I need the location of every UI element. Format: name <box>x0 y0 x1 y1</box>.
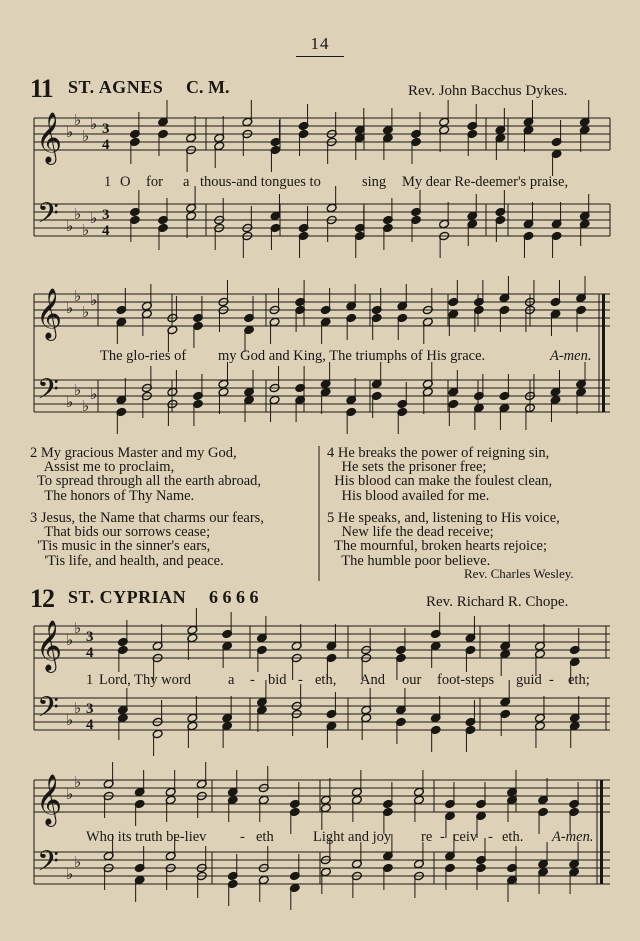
flat-sign: ♭ <box>82 127 90 145</box>
flat-sign: ♭ <box>66 865 74 883</box>
lyric-syllable: - <box>298 672 303 688</box>
lyric-syllable: my God and King, The triumphs of His grace. <box>218 348 486 364</box>
lyric-syllable: And <box>360 672 385 688</box>
lyric-syllable: Who its truth be-liev <box>86 829 207 845</box>
treble-clef: 𝄞 <box>36 112 63 163</box>
bass-clef: 𝄢 <box>37 373 59 413</box>
verse-5: 5 He speaks, and, listening to His voice, New life the dead receive; The mournful, broken hearts rejoice; The humble poor believe. <box>327 510 560 569</box>
composer-credit: Rev. John Bacchus Dykes. <box>408 83 568 99</box>
treble-clef: 𝄞 <box>36 620 63 671</box>
verse-4: 4 He breaks the power of reigning sin, He sets the prisoner free; His blood can make the foulest clean, His blood availed for me. <box>327 445 553 504</box>
lyric-syllable: - <box>488 829 493 845</box>
flat-sign: ♭ <box>66 711 74 729</box>
page-number: 14 <box>310 34 330 53</box>
flat-sign: ♭ <box>82 221 90 239</box>
text-author: Rev. Charles Wesley. <box>464 566 574 581</box>
amen-lyric: A-men. <box>552 829 594 845</box>
flat-sign: ♭ <box>66 631 74 649</box>
lyric-syllable: - <box>240 829 245 845</box>
hymn-number: 12 <box>30 584 54 613</box>
lyric-syllable: ceiv <box>453 829 478 845</box>
lyric-syllable: for <box>146 174 163 190</box>
lyric-verse-number: 1 <box>86 672 94 688</box>
hymn-number: 11 <box>30 74 53 103</box>
lyric-syllable: My dear Re-deemer's praise, <box>402 174 569 190</box>
lyric-syllable: thous-and tongues to <box>200 174 321 190</box>
page-number-rule <box>296 56 344 57</box>
lyric-syllable: a <box>183 174 190 190</box>
flat-sign: ♭ <box>74 699 82 717</box>
flat-sign: ♭ <box>74 287 82 305</box>
treble-clef: 𝄞 <box>36 774 63 825</box>
meter: 6 6 6 6 <box>209 587 259 607</box>
flat-sign: ♭ <box>66 393 74 411</box>
lyric-syllable: eth; <box>568 672 590 688</box>
time-signature: 3 <box>86 701 94 717</box>
flat-sign: ♭ <box>90 115 98 133</box>
lyric-syllable: eth. <box>502 829 524 845</box>
final-bar <box>602 294 605 412</box>
lyric-syllable: eth, <box>315 672 337 688</box>
flat-sign: ♭ <box>90 291 98 309</box>
flat-sign: ♭ <box>74 619 82 637</box>
lyric-syllable: bid <box>268 672 287 688</box>
music-system <box>34 772 614 922</box>
lyric-syllable: The glo-ries of <box>100 348 187 364</box>
flat-sign: ♭ <box>74 205 82 223</box>
music-system <box>34 618 614 768</box>
lyric-syllable: sing <box>362 174 387 190</box>
lyric-syllable: our <box>402 672 422 688</box>
flat-sign: ♭ <box>66 785 74 803</box>
verse-2: 2 My gracious Master and my God, Assist me to proclaim, To spread through all the earth abroad, The honors of Thy Name. <box>30 445 262 504</box>
bass-clef: 𝄢 <box>37 845 59 885</box>
composer-credit: Rev. Richard R. Chope. <box>426 594 569 610</box>
treble-clef: 𝄞 <box>36 288 63 339</box>
lyric-syllable: a <box>228 672 235 688</box>
flat-sign: ♭ <box>90 209 98 227</box>
lyric-syllable: O <box>120 174 131 190</box>
time-signature: 3 <box>102 121 110 137</box>
amen-lyric: A-men. <box>550 348 592 364</box>
time-signature: 4 <box>86 645 94 661</box>
flat-sign: ♭ <box>90 385 98 403</box>
flat-sign: ♭ <box>82 397 90 415</box>
lyric-syllable: Light and joy <box>313 829 392 845</box>
bass-clef: 𝄢 <box>37 197 59 237</box>
lyric-verse-number: 1 <box>104 174 112 190</box>
flat-sign: ♭ <box>74 853 82 871</box>
flat-sign: ♭ <box>66 123 74 141</box>
flat-sign: ♭ <box>66 217 74 235</box>
time-signature: 3 <box>102 207 110 223</box>
flat-sign: ♭ <box>74 381 82 399</box>
lyric-syllable: foot-steps <box>437 672 495 688</box>
flat-sign: ♭ <box>74 111 82 129</box>
flat-sign: ♭ <box>74 773 82 791</box>
time-signature: 4 <box>102 137 110 153</box>
final-bar <box>600 780 603 884</box>
meter: C. M. <box>186 77 230 97</box>
lyric-syllable: re <box>421 829 433 845</box>
time-signature: 3 <box>86 629 94 645</box>
time-signature: 4 <box>102 223 110 239</box>
lyric-syllable: - <box>440 829 445 845</box>
lyric-syllable: guid <box>516 672 542 688</box>
lyric-syllable: - <box>250 672 255 688</box>
lyric-syllable: - <box>549 672 554 688</box>
bass-clef: 𝄢 <box>37 691 59 731</box>
tune-name: ST. AGNES <box>68 77 164 97</box>
lyric-syllable: Lord, Thy word <box>99 672 191 688</box>
time-signature: 4 <box>86 717 94 733</box>
flat-sign: ♭ <box>66 299 74 317</box>
tune-name: ST. CYPRIAN <box>68 587 187 607</box>
flat-sign: ♭ <box>82 303 90 321</box>
verse-divider <box>318 446 320 581</box>
verse-3: 3 Jesus, the Name that charms our fears, That bids our sorrows cease; 'Tis music in the sinner's ears, 'Tis life, and health, and peace. <box>30 510 264 569</box>
lyric-syllable: eth <box>256 829 274 845</box>
